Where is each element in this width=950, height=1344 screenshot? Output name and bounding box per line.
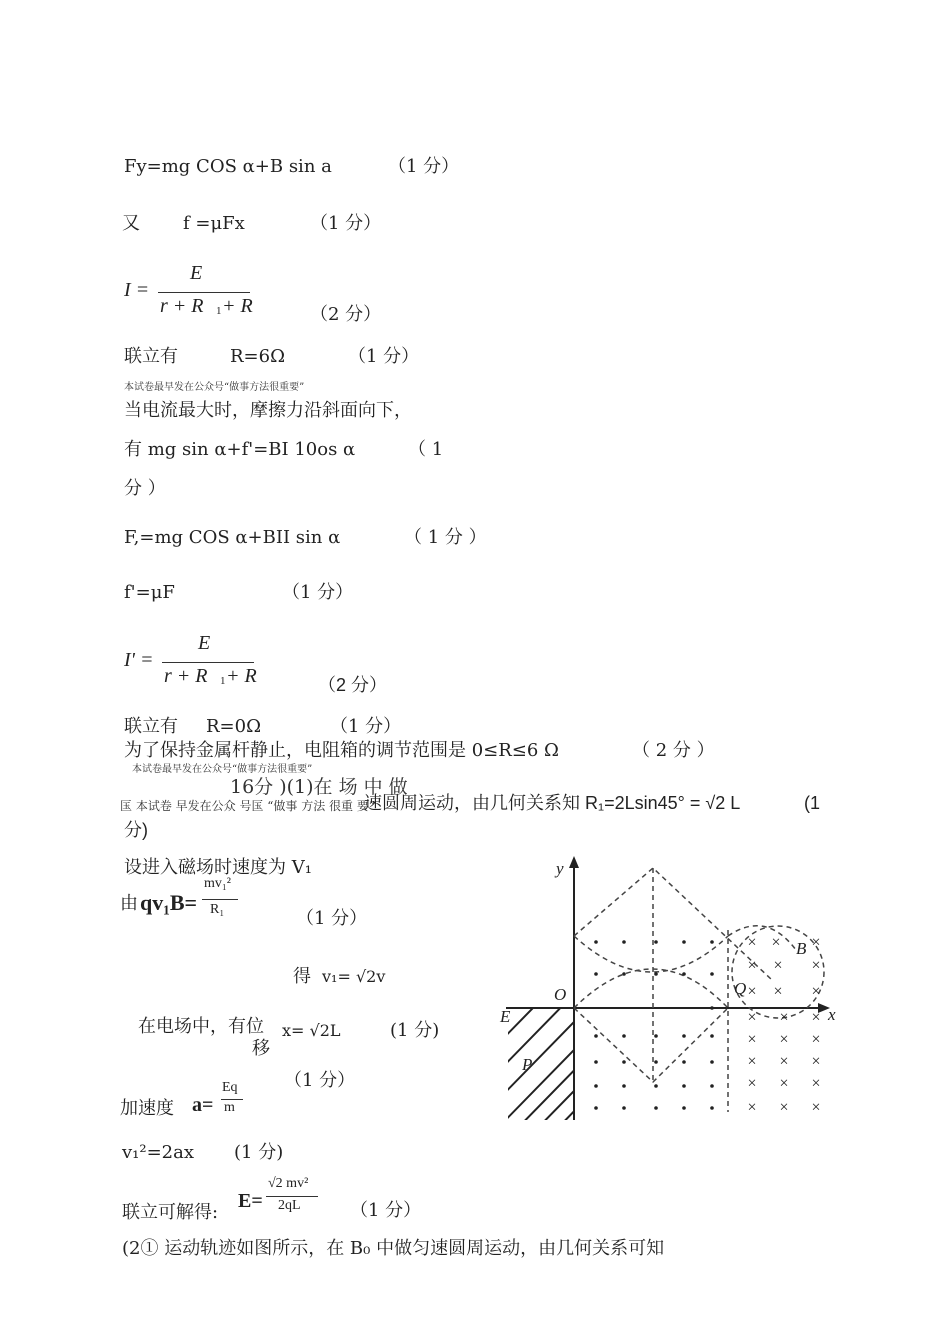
svg-text:×: × [771,934,781,951]
garbled-watermark: 匤 本试卷 早发在公众 号匤 “做事 方法 很重 要” [120,799,375,813]
svg-text:×: × [747,934,757,951]
svg-text:×: × [779,1075,789,1092]
score-label-cont: 分) [124,820,148,840]
equation-fy: Fy=mg COS α+B sin a [124,156,332,177]
equation-v1: v₁= √2v [322,967,386,986]
label-e: E [500,1007,511,1026]
svg-text:×: × [747,957,757,974]
score-label: （ 2 分 ） [632,740,715,761]
score-label: （1 分） [388,156,460,177]
watermark-text: 本试卷最早发在公众号“做事方法很重要” [124,382,305,393]
text-geometry: 速圆周运动，由几何关系知 R₁=2Lsin45° = √2 L [364,793,741,813]
label-b: B [796,939,807,958]
text-you: 由 [120,893,138,914]
score-label-cont: 分 ） [124,478,166,499]
svg-text:×: × [747,983,757,1000]
label-y: y [556,859,564,878]
svg-text:×: × [773,957,783,974]
score-label: （2 分） [318,675,388,695]
score-label: （1 分） [330,716,402,737]
score-label: （1 分） [284,1070,356,1091]
equation-field-strength: E= √2 mv² 2qL [238,1176,328,1224]
text-max-current: 当电流最大时，摩擦力沿斜面向下， [124,400,412,421]
text-acceleration: 加速度 [120,1098,174,1119]
text-you: 又 [122,213,140,234]
score-label: （ 1 分 ） [404,527,487,548]
svg-text:×: × [747,1099,757,1116]
field-crosses [747,934,820,1116]
equation-lorentz: qv₁B= mv₁² R₁ [140,882,250,926]
equation-friction-2: f'=μF [124,582,175,603]
equation-r0: R=0Ω [206,716,262,737]
score-label: (1 [804,793,821,813]
svg-text:×: × [811,1031,821,1048]
text-range: 为了保持金属杆静止，电阻箱的调节范围是 0≤R≤6 Ω [124,740,559,761]
text-lianli: 联立有 [124,346,178,367]
text-de: 得 [293,966,311,987]
text-part-2: (2① 运动轨迹如图所示，在 B₀ 中做匀速圆周运动，由几何关系可知 [122,1238,665,1259]
svg-text:×: × [747,1031,757,1048]
score-label: （2 分） [310,304,382,325]
physics-diagram [496,850,846,1130]
svg-text:×: × [779,1031,789,1048]
text-velocity: 设进入磁场时速度为 V₁ [124,857,312,878]
svg-text:×: × [811,1053,821,1070]
label-q: Q [734,979,747,998]
label-p: P [522,1055,533,1074]
score-label: （1 分） [350,1200,422,1221]
score-label: （1 分） [310,213,382,234]
equation-balance: 有 mg sin α+f'=BI 10os α [124,439,356,460]
svg-text:×: × [811,983,821,1000]
svg-text:×: × [747,1075,757,1092]
equation-acceleration: a= Eq m [192,1082,252,1122]
equation-displacement: x= √2L [282,1021,341,1040]
field-dots [594,940,714,1110]
score-label: （1 分） [296,908,368,929]
svg-text:×: × [811,957,821,974]
text-electric-field: 在电场中，有位 [138,1016,264,1037]
watermark-text: 本试卷最早发在公众号“做事方法很重要” [132,764,313,775]
equation-normal-force: F,=mg COS α+BII sin α [124,527,341,548]
svg-text:×: × [747,1053,757,1070]
text-electric-field-cont: 移 [252,1038,270,1059]
equation-friction: f =μFx [183,213,245,234]
electric-field-hatching [496,938,634,1130]
svg-text:×: × [773,983,783,1000]
text-solve: 联立可解得: [122,1202,219,1223]
svg-text:×: × [811,934,821,951]
svg-text:×: × [811,1099,821,1116]
score-label: （1 分） [348,346,420,367]
trajectory-paths [574,868,824,1082]
svg-text:×: × [811,1009,821,1026]
text-lianli: 联立有 [124,716,178,737]
svg-text:×: × [779,1099,789,1116]
label-origin: O [554,985,567,1004]
garbled-heading: 16分 )(1)在 场 中 做 [230,776,408,798]
equation-current-1: I = E r + R 1 + R [124,262,253,317]
svg-text:×: × [779,1009,789,1026]
equation-r6: R=6Ω [230,346,286,367]
y-axis-arrow [569,856,579,868]
score-label: （1 分） [282,582,354,603]
label-x: x [828,1005,836,1024]
equation-kinematics: v₁²=2ax [122,1142,195,1163]
score-label: （ 1 [408,439,444,460]
svg-text:×: × [811,1075,821,1092]
svg-text:×: × [747,1009,757,1026]
score-label: (1 分) [234,1142,284,1163]
svg-text:×: × [779,1053,789,1070]
equation-current-2: I' = E r + R 1 + R [124,632,257,687]
score-label: (1 分) [390,1020,440,1041]
